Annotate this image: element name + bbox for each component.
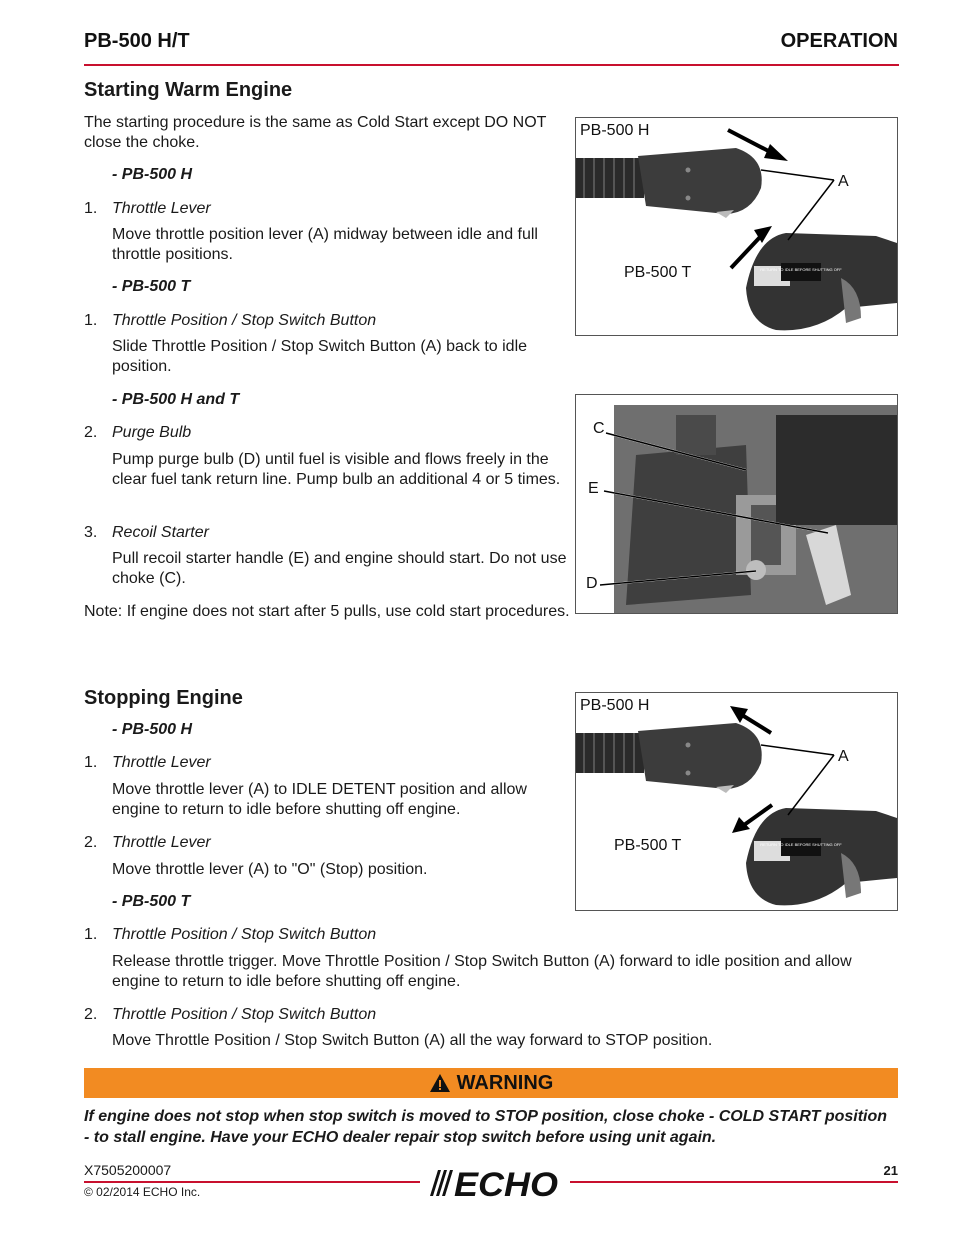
item-number: 3. bbox=[84, 524, 98, 541]
item-body: Slide Throttle Position / Stop Switch Button (A) back to idle position. bbox=[112, 338, 528, 375]
item-body: Move Throttle Position / Stop Switch Button (A) all the way forward to STOP position. bbox=[112, 1032, 713, 1049]
figure-label-a: A bbox=[838, 173, 849, 190]
stop-sub-h: - PB-500 H bbox=[112, 721, 193, 738]
item-title: Throttle Lever bbox=[112, 834, 211, 851]
warning-text: If engine does not stop when stop switch is moved to STOP position, close choke - COLD START position - to stall engine. Have your ECHO dealer repair stop switch before using unit again. bbox=[84, 1108, 888, 1146]
figure-carburetor bbox=[575, 394, 898, 614]
logo-text: ECHO bbox=[454, 1166, 558, 1200]
item-number: 2. bbox=[84, 834, 98, 851]
figure-label-e: E bbox=[588, 480, 599, 497]
sticker-text: RETURN TO IDLE BEFORE SHUTTING OFF bbox=[760, 267, 842, 272]
item-body: Pump purge bulb (D) until fuel is visible and flows freely in the clear fuel tank return line. Pump bulb an additional 4 or 5 times. bbox=[112, 451, 561, 488]
throttle-illustration bbox=[576, 118, 897, 335]
item-number: 1. bbox=[84, 926, 98, 943]
copyright: © 02/2014 ECHO Inc. bbox=[84, 1185, 201, 1199]
footer-rule-right bbox=[570, 1181, 898, 1183]
footer-rule-left bbox=[84, 1181, 420, 1183]
item-body: Move throttle lever (A) to "O" (Stop) position. bbox=[112, 861, 428, 878]
figure-label-d: D bbox=[586, 575, 598, 592]
figure-throttle-stop bbox=[575, 692, 898, 911]
figure-label-h: PB-500 H bbox=[580, 122, 650, 139]
item-title: Purge Bulb bbox=[112, 424, 192, 441]
item-title: Throttle Lever bbox=[112, 200, 211, 217]
item-title: Throttle Position / Stop Switch Button bbox=[112, 312, 377, 329]
figure-label-c: C bbox=[593, 420, 605, 437]
item-number: 1. bbox=[84, 312, 98, 329]
item-title: Throttle Lever bbox=[112, 754, 211, 771]
stopping-title: Stopping Engine bbox=[84, 687, 243, 709]
figure-label-a: A bbox=[838, 748, 849, 765]
throttle-illustration bbox=[576, 693, 897, 910]
section-header: OPERATION bbox=[780, 30, 898, 52]
item-title: Throttle Position / Stop Switch Button bbox=[112, 926, 377, 943]
figure-label-t: PB-500 T bbox=[624, 264, 692, 281]
warm-start-title: Starting Warm Engine bbox=[84, 79, 293, 101]
header-rule bbox=[84, 64, 899, 66]
warning-label: WARNING bbox=[456, 1071, 554, 1094]
doc-model-header: PB-500 H/T bbox=[84, 30, 190, 52]
sticker-text: RETURN TO IDLE BEFORE SHUTTING OFF bbox=[760, 842, 842, 847]
item-number: 1. bbox=[84, 200, 98, 217]
item-title: Throttle Position / Stop Switch Button bbox=[112, 1006, 377, 1023]
warning-triangle-icon bbox=[429, 1073, 451, 1093]
item-number: 2. bbox=[84, 1006, 98, 1023]
item-body: Pull recoil starter handle (E) and engine should start. Do not use choke (C). bbox=[112, 550, 567, 587]
figure-label-h: PB-500 H bbox=[580, 697, 650, 714]
warm-sub-t: - PB-500 T bbox=[112, 278, 191, 295]
item-number: 1. bbox=[84, 754, 98, 771]
item-body: Move throttle lever (A) to IDLE DETENT position and allow engine to return to idle before shutting off engine. bbox=[112, 781, 527, 818]
stop-sub-t: - PB-500 T bbox=[112, 893, 191, 910]
item-title: Recoil Starter bbox=[112, 524, 209, 541]
carburetor-photo bbox=[576, 395, 897, 613]
warm-sub-h: - PB-500 H bbox=[112, 166, 193, 183]
warm-note: Note: If engine does not start after 5 pulls, use cold start procedures. bbox=[84, 603, 570, 620]
warning-banner bbox=[84, 1068, 898, 1098]
figure-throttle-warm bbox=[575, 117, 898, 336]
echo-logo bbox=[420, 1166, 570, 1200]
figure-label-t: PB-500 T bbox=[614, 837, 682, 854]
warm-sub-ht: - PB-500 H and T bbox=[112, 391, 240, 408]
part-number: X7505200007 bbox=[84, 1162, 172, 1178]
warm-intro: The starting procedure is the same as Cold Start except DO NOT close the choke. bbox=[84, 114, 547, 151]
item-number: 2. bbox=[84, 424, 98, 441]
page-number: 21 bbox=[883, 1163, 898, 1178]
item-body: Move throttle position lever (A) midway between idle and full throttle positions. bbox=[112, 226, 538, 263]
item-body: Release throttle trigger. Move Throttle Position / Stop Switch Button (A) forward to idle position and allow engine to return to idle before shutting off engine. bbox=[112, 953, 852, 990]
